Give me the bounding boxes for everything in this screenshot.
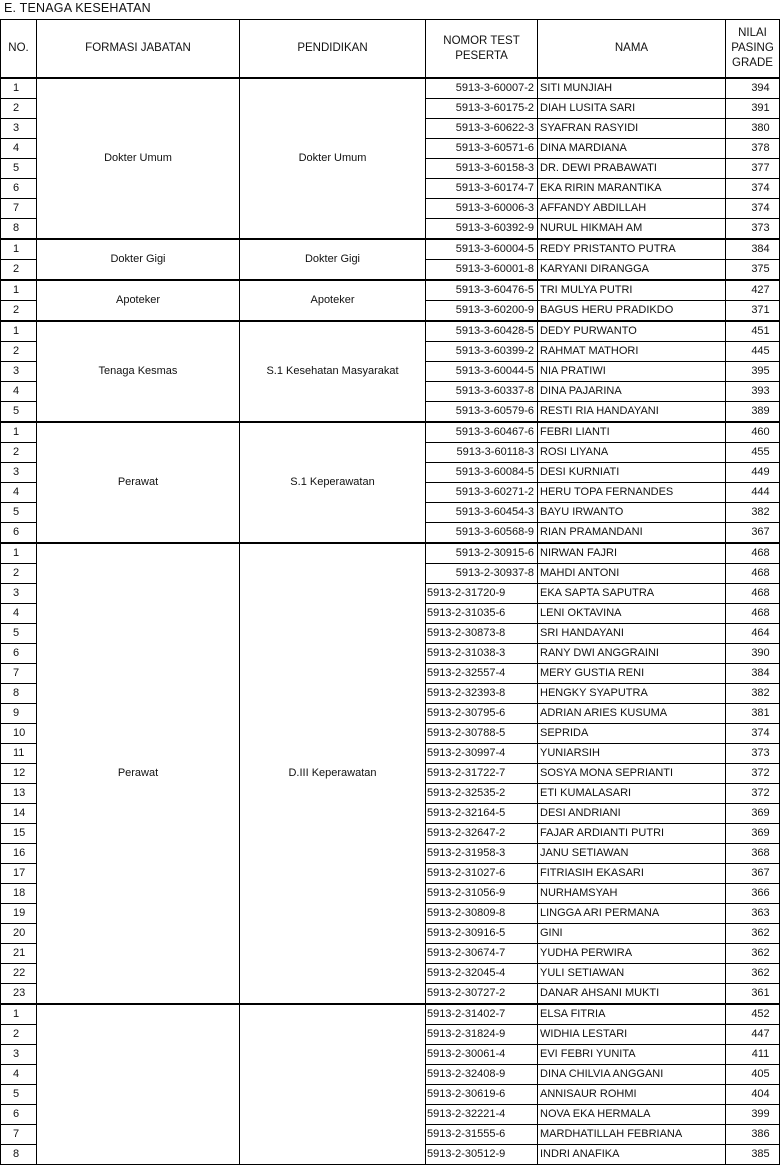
nomor-test-cell: 5913-3-60476-5 xyxy=(426,280,538,301)
nomor-test-cell: 5913-2-30915-6 xyxy=(426,543,538,564)
formasi-jabatan-cell: Perawat xyxy=(37,422,240,543)
nomor-test-cell: 5913-2-31402-7 xyxy=(426,1004,538,1025)
nilai-cell: 390 xyxy=(726,644,780,664)
nomor-test-cell: 5913-3-60006-3 xyxy=(426,199,538,219)
table-row xyxy=(1,321,780,342)
nomor-test-cell: 5913-2-30512-9 xyxy=(426,1145,538,1165)
nilai-cell: 384 xyxy=(726,239,780,260)
nama-cell: DINA MARDIANA xyxy=(538,139,726,159)
row-number: 3 xyxy=(1,584,37,604)
nama-cell: SYAFRAN RASYIDI xyxy=(538,119,726,139)
nilai-cell: 372 xyxy=(726,784,780,804)
nomor-test-cell: 5913-3-60175-2 xyxy=(426,99,538,119)
nomor-test-cell: 5913-2-30873-8 xyxy=(426,624,538,644)
nomor-test-cell: 5913-3-60271-2 xyxy=(426,483,538,503)
nama-cell: BAYU IRWANTO xyxy=(538,503,726,523)
nama-cell: BAGUS HERU PRADIKDO xyxy=(538,301,726,322)
nomor-test-cell: 5913-2-32535-2 xyxy=(426,784,538,804)
nama-cell: DESI ANDRIANI xyxy=(538,804,726,824)
header-formasi-jabatan: FORMASI JABATAN xyxy=(37,20,240,79)
nama-cell: DR. DEWI PRABAWATI xyxy=(538,159,726,179)
nomor-test-cell: 5913-3-60007-2 xyxy=(426,78,538,99)
row-number: 4 xyxy=(1,139,37,159)
nilai-cell: 449 xyxy=(726,463,780,483)
nama-cell: TRI MULYA PUTRI xyxy=(538,280,726,301)
header-row xyxy=(1,20,780,79)
header-no: NO. xyxy=(1,20,37,79)
nama-cell: MARDHATILLAH FEBRIANA xyxy=(538,1125,726,1145)
row-number: 8 xyxy=(1,1145,37,1165)
nama-cell: HERU TOPA FERNANDES xyxy=(538,483,726,503)
row-number: 6 xyxy=(1,523,37,544)
nomor-test-cell: 5913-3-60084-5 xyxy=(426,463,538,483)
nomor-test-cell: 5913-2-32408-9 xyxy=(426,1065,538,1085)
row-number: 1 xyxy=(1,78,37,99)
row-number: 11 xyxy=(1,744,37,764)
nomor-test-cell: 5913-2-31027-6 xyxy=(426,864,538,884)
nilai-cell: 394 xyxy=(726,78,780,99)
nama-cell: FEBRI LIANTI xyxy=(538,422,726,443)
header-nilai: NILAI PASING GRADE xyxy=(726,20,780,79)
nilai-cell: 381 xyxy=(726,704,780,724)
nama-cell: NIRWAN FAJRI xyxy=(538,543,726,564)
nama-cell: FAJAR ARDIANTI PUTRI xyxy=(538,824,726,844)
nomor-test-cell: 5913-3-60571-6 xyxy=(426,139,538,159)
nama-cell: ROSI LIYANA xyxy=(538,443,726,463)
table-row xyxy=(1,1004,780,1025)
row-number: 5 xyxy=(1,1085,37,1105)
nilai-cell: 468 xyxy=(726,543,780,564)
row-number: 3 xyxy=(1,463,37,483)
nomor-test-cell: 5913-2-31958-3 xyxy=(426,844,538,864)
row-number: 6 xyxy=(1,179,37,199)
nilai-cell: 405 xyxy=(726,1065,780,1085)
nama-cell: HENGKY SYAPUTRA xyxy=(538,684,726,704)
nilai-cell: 380 xyxy=(726,119,780,139)
nilai-cell: 451 xyxy=(726,321,780,342)
nomor-test-cell: 5913-2-32393-8 xyxy=(426,684,538,704)
nomor-test-cell: 5913-2-30916-5 xyxy=(426,924,538,944)
nomor-test-cell: 5913-2-30619-6 xyxy=(426,1085,538,1105)
nomor-test-cell: 5913-3-60392-9 xyxy=(426,219,538,240)
nama-cell: REDY PRISTANTO PUTRA xyxy=(538,239,726,260)
row-number: 10 xyxy=(1,724,37,744)
nama-cell: EVI FEBRI YUNITA xyxy=(538,1045,726,1065)
nama-cell: GINI xyxy=(538,924,726,944)
nama-cell: DANAR AHSANI MUKTI xyxy=(538,984,726,1005)
pendidikan-cell: Apoteker xyxy=(240,280,426,321)
nama-cell: JANU SETIAWAN xyxy=(538,844,726,864)
row-number: 2 xyxy=(1,564,37,584)
nomor-test-cell: 5913-2-31824-9 xyxy=(426,1025,538,1045)
nomor-test-cell: 5913-3-60428-5 xyxy=(426,321,538,342)
row-number: 7 xyxy=(1,664,37,684)
row-number: 4 xyxy=(1,483,37,503)
nomor-test-cell: 5913-2-30809-8 xyxy=(426,904,538,924)
nomor-test-cell: 5913-2-30061-4 xyxy=(426,1045,538,1065)
nama-cell: NIA PRATIWI xyxy=(538,362,726,382)
formasi-jabatan-cell: Tenaga Kesmas xyxy=(37,321,240,422)
nama-cell: RAHMAT MATHORI xyxy=(538,342,726,362)
nilai-cell: 362 xyxy=(726,924,780,944)
pendidikan-cell xyxy=(240,1004,426,1165)
nama-cell: YUNIARSIH xyxy=(538,744,726,764)
nama-cell: RESTI RIA HANDAYANI xyxy=(538,402,726,423)
nomor-test-cell: 5913-2-31722-7 xyxy=(426,764,538,784)
nilai-cell: 369 xyxy=(726,824,780,844)
nilai-cell: 468 xyxy=(726,604,780,624)
nama-cell: NURHAMSYAH xyxy=(538,884,726,904)
nilai-cell: 374 xyxy=(726,724,780,744)
table-row xyxy=(1,239,780,260)
row-number: 2 xyxy=(1,443,37,463)
row-number: 7 xyxy=(1,1125,37,1145)
nama-cell: ELSA FITRIA xyxy=(538,1004,726,1025)
nilai-cell: 366 xyxy=(726,884,780,904)
nomor-test-cell: 5913-3-60622-3 xyxy=(426,119,538,139)
nomor-test-cell: 5913-2-31056-9 xyxy=(426,884,538,904)
nilai-cell: 372 xyxy=(726,764,780,784)
nomor-test-cell: 5913-2-31038-3 xyxy=(426,644,538,664)
nomor-test-cell: 5913-2-32045-4 xyxy=(426,964,538,984)
nilai-cell: 447 xyxy=(726,1025,780,1045)
row-number: 4 xyxy=(1,604,37,624)
nilai-cell: 367 xyxy=(726,864,780,884)
nilai-cell: 368 xyxy=(726,844,780,864)
row-number: 4 xyxy=(1,1065,37,1085)
nomor-test-cell: 5913-3-60118-3 xyxy=(426,443,538,463)
nama-cell: LINGGA ARI PERMANA xyxy=(538,904,726,924)
nilai-cell: 362 xyxy=(726,964,780,984)
row-number: 16 xyxy=(1,844,37,864)
nama-cell: ANNISAUR ROHMI xyxy=(538,1085,726,1105)
nomor-test-cell: 5913-3-60001-8 xyxy=(426,260,538,281)
nilai-cell: 367 xyxy=(726,523,780,544)
nilai-cell: 374 xyxy=(726,199,780,219)
table-row xyxy=(1,543,780,564)
nomor-test-cell: 5913-2-32647-2 xyxy=(426,824,538,844)
nilai-cell: 399 xyxy=(726,1105,780,1125)
nomor-test-cell: 5913-2-32557-4 xyxy=(426,664,538,684)
nilai-cell: 375 xyxy=(726,260,780,281)
table-row xyxy=(1,280,780,301)
nama-cell: DESI KURNIATI xyxy=(538,463,726,483)
row-number: 4 xyxy=(1,382,37,402)
row-number: 5 xyxy=(1,624,37,644)
nilai-cell: 464 xyxy=(726,624,780,644)
nilai-cell: 378 xyxy=(726,139,780,159)
nama-cell: YULI SETIAWAN xyxy=(538,964,726,984)
formasi-jabatan-cell: Dokter Gigi xyxy=(37,239,240,280)
nomor-test-cell: 5913-3-60399-2 xyxy=(426,342,538,362)
row-number: 2 xyxy=(1,99,37,119)
pendidikan-cell: Dokter Umum xyxy=(240,78,426,239)
row-number: 6 xyxy=(1,1105,37,1125)
row-number: 3 xyxy=(1,119,37,139)
nomor-test-cell: 5913-2-31555-6 xyxy=(426,1125,538,1145)
nama-cell: AFFANDY ABDILLAH xyxy=(538,199,726,219)
header-pendidikan: PENDIDIKAN xyxy=(240,20,426,79)
nama-cell: DINA PAJARINA xyxy=(538,382,726,402)
header-nomor-test: NOMOR TEST PESERTA xyxy=(426,20,538,79)
nama-cell: ETI KUMALASARI xyxy=(538,784,726,804)
row-number: 7 xyxy=(1,199,37,219)
nomor-test-cell: 5913-3-60454-3 xyxy=(426,503,538,523)
formasi-jabatan-cell: Dokter Umum xyxy=(37,78,240,239)
nama-cell: NURUL HIKMAH AM xyxy=(538,219,726,240)
nama-cell: RANY DWI ANGGRAINI xyxy=(538,644,726,664)
row-number: 20 xyxy=(1,924,37,944)
nilai-cell: 389 xyxy=(726,402,780,423)
nama-cell: DINA CHILVIA ANGGANI xyxy=(538,1065,726,1085)
nama-cell: INDRI ANAFIKA xyxy=(538,1145,726,1165)
formasi-jabatan-cell xyxy=(37,1004,240,1165)
row-number: 13 xyxy=(1,784,37,804)
nilai-cell: 382 xyxy=(726,503,780,523)
pendidikan-cell: Dokter Gigi xyxy=(240,239,426,280)
row-number: 1 xyxy=(1,280,37,301)
nama-cell: EKA SAPTA SAPUTRA xyxy=(538,584,726,604)
nilai-cell: 386 xyxy=(726,1125,780,1145)
row-number: 1 xyxy=(1,543,37,564)
nomor-test-cell: 5913-2-32221-4 xyxy=(426,1105,538,1125)
results-table xyxy=(0,19,780,1165)
nama-cell: SEPRIDA xyxy=(538,724,726,744)
row-number: 3 xyxy=(1,362,37,382)
nomor-test-cell: 5913-3-60568-9 xyxy=(426,523,538,544)
table-body xyxy=(1,78,780,1165)
row-number: 2 xyxy=(1,301,37,322)
formasi-jabatan-cell: Perawat xyxy=(37,543,240,1004)
row-number: 23 xyxy=(1,984,37,1005)
nilai-cell: 404 xyxy=(726,1085,780,1105)
row-number: 18 xyxy=(1,884,37,904)
nilai-cell: 373 xyxy=(726,219,780,240)
row-number: 19 xyxy=(1,904,37,924)
row-number: 9 xyxy=(1,704,37,724)
row-number: 15 xyxy=(1,824,37,844)
nomor-test-cell: 5913-2-30795-6 xyxy=(426,704,538,724)
nomor-test-cell: 5913-2-31035-6 xyxy=(426,604,538,624)
row-number: 1 xyxy=(1,321,37,342)
nilai-cell: 382 xyxy=(726,684,780,704)
nilai-cell: 460 xyxy=(726,422,780,443)
nilai-cell: 374 xyxy=(726,179,780,199)
nomor-test-cell: 5913-2-30997-4 xyxy=(426,744,538,764)
nama-cell: DIAH LUSITA SARI xyxy=(538,99,726,119)
row-number: 1 xyxy=(1,1004,37,1025)
nama-cell: SOSYA MONA SEPRIANTI xyxy=(538,764,726,784)
nomor-test-cell: 5913-3-60004-5 xyxy=(426,239,538,260)
nama-cell: LENI OKTAVINA xyxy=(538,604,726,624)
nilai-cell: 452 xyxy=(726,1004,780,1025)
row-number: 8 xyxy=(1,684,37,704)
row-number: 5 xyxy=(1,159,37,179)
row-number: 14 xyxy=(1,804,37,824)
formasi-jabatan-cell: Apoteker xyxy=(37,280,240,321)
nilai-cell: 468 xyxy=(726,564,780,584)
nama-cell: NOVA EKA HERMALA xyxy=(538,1105,726,1125)
row-number: 22 xyxy=(1,964,37,984)
nilai-cell: 369 xyxy=(726,804,780,824)
nama-cell: SRI HANDAYANI xyxy=(538,624,726,644)
nama-cell: DEDY PURWANTO xyxy=(538,321,726,342)
nomor-test-cell: 5913-3-60174-7 xyxy=(426,179,538,199)
nama-cell: FITRIASIH EKASARI xyxy=(538,864,726,884)
nilai-cell: 393 xyxy=(726,382,780,402)
row-number: 3 xyxy=(1,1045,37,1065)
nomor-test-cell: 5913-3-60044-5 xyxy=(426,362,538,382)
table-row xyxy=(1,78,780,99)
nomor-test-cell: 5913-3-60467-6 xyxy=(426,422,538,443)
nama-cell: YUDHA PERWIRA xyxy=(538,944,726,964)
nama-cell: ADRIAN ARIES KUSUMA xyxy=(538,704,726,724)
nilai-cell: 395 xyxy=(726,362,780,382)
row-number: 2 xyxy=(1,260,37,281)
nomor-test-cell: 5913-3-60337-8 xyxy=(426,382,538,402)
nomor-test-cell: 5913-2-31720-9 xyxy=(426,584,538,604)
nilai-cell: 385 xyxy=(726,1145,780,1165)
pendidikan-cell: S.1 Kesehatan Masyarakat xyxy=(240,321,426,422)
nomor-test-cell: 5913-2-30727-2 xyxy=(426,984,538,1005)
nomor-test-cell: 5913-2-30937-8 xyxy=(426,564,538,584)
nilai-cell: 363 xyxy=(726,904,780,924)
nilai-cell: 411 xyxy=(726,1045,780,1065)
nomor-test-cell: 5913-2-30674-7 xyxy=(426,944,538,964)
nama-cell: MAHDI ANTONI xyxy=(538,564,726,584)
nilai-cell: 468 xyxy=(726,584,780,604)
nama-cell: MERY GUSTIA RENI xyxy=(538,664,726,684)
nilai-cell: 377 xyxy=(726,159,780,179)
nama-cell: KARYANI DIRANGGA xyxy=(538,260,726,281)
row-number: 5 xyxy=(1,503,37,523)
nilai-cell: 384 xyxy=(726,664,780,684)
nilai-cell: 455 xyxy=(726,443,780,463)
nilai-cell: 445 xyxy=(726,342,780,362)
nama-cell: WIDHIA LESTARI xyxy=(538,1025,726,1045)
nilai-cell: 373 xyxy=(726,744,780,764)
row-number: 21 xyxy=(1,944,37,964)
row-number: 8 xyxy=(1,219,37,240)
row-number: 1 xyxy=(1,239,37,260)
nomor-test-cell: 5913-2-30788-5 xyxy=(426,724,538,744)
nilai-cell: 391 xyxy=(726,99,780,119)
pendidikan-cell: S.1 Keperawatan xyxy=(240,422,426,543)
nama-cell: RIAN PRAMANDANI xyxy=(538,523,726,544)
nomor-test-cell: 5913-3-60200-9 xyxy=(426,301,538,322)
section-title: E. TENAGA KESEHATAN xyxy=(4,1,151,15)
nomor-test-cell: 5913-2-32164-5 xyxy=(426,804,538,824)
nomor-test-cell: 5913-3-60158-3 xyxy=(426,159,538,179)
row-number: 2 xyxy=(1,1025,37,1045)
row-number: 2 xyxy=(1,342,37,362)
nama-cell: SITI MUNJIAH xyxy=(538,78,726,99)
nama-cell: EKA RIRIN MARANTIKA xyxy=(538,179,726,199)
row-number: 5 xyxy=(1,402,37,423)
row-number: 12 xyxy=(1,764,37,784)
pendidikan-cell: D.III Keperawatan xyxy=(240,543,426,1004)
row-number: 1 xyxy=(1,422,37,443)
nilai-cell: 371 xyxy=(726,301,780,322)
nomor-test-cell: 5913-3-60579-6 xyxy=(426,402,538,423)
row-number: 17 xyxy=(1,864,37,884)
table-row xyxy=(1,422,780,443)
row-number: 6 xyxy=(1,644,37,664)
nilai-cell: 361 xyxy=(726,984,780,1005)
nilai-cell: 427 xyxy=(726,280,780,301)
header-nama: NAMA xyxy=(538,20,726,79)
nilai-cell: 362 xyxy=(726,944,780,964)
nilai-cell: 444 xyxy=(726,483,780,503)
